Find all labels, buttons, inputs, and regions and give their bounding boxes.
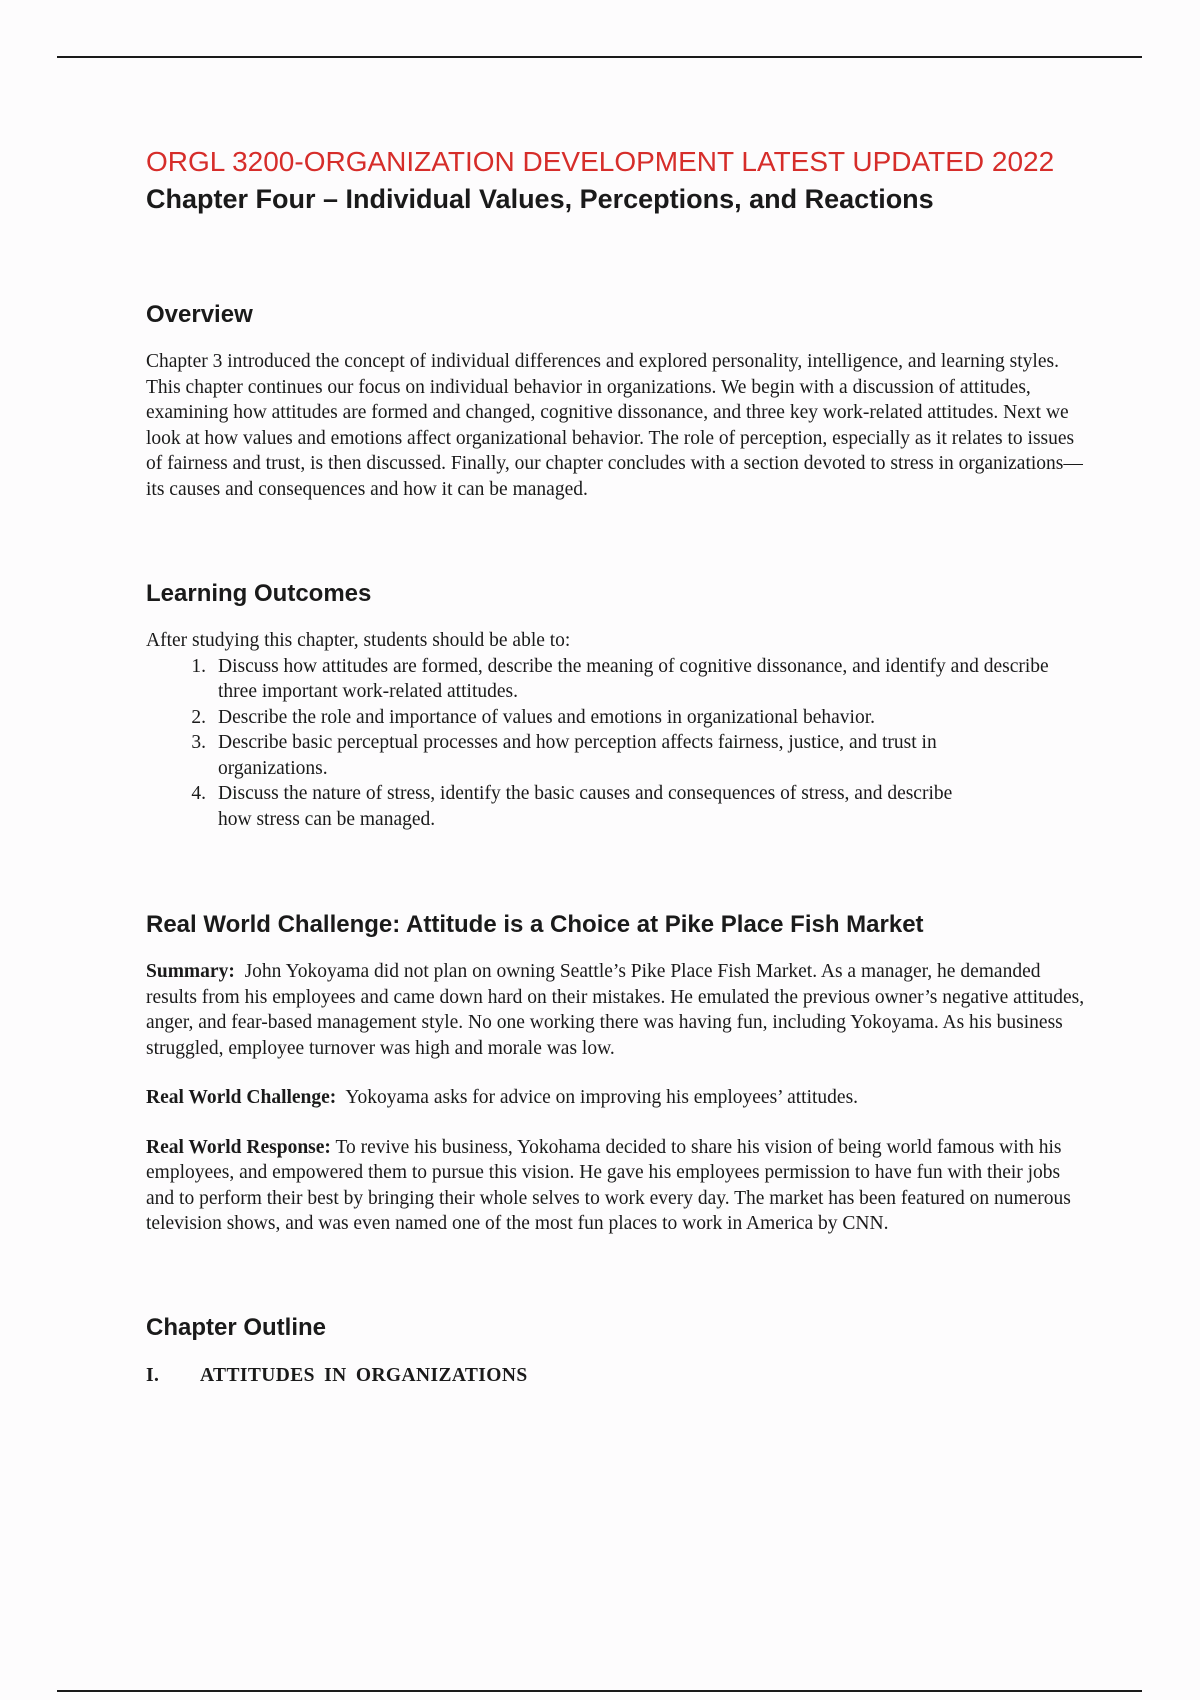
top-rule (57, 56, 1142, 58)
chapter-outline-heading: Chapter Outline (146, 1313, 327, 1341)
response-label: Real World Response: (146, 1136, 331, 1158)
list-item-text: Describe the role and importance of values and emotions in organizational behavior. (218, 706, 876, 728)
challenge-label: Real World Challenge: (146, 1087, 337, 1108)
bottom-rule (57, 1690, 1142, 1692)
overview-section (146, 300, 1091, 502)
list-item-number: 2. (191, 706, 206, 728)
chapter-outline-section (146, 1313, 1091, 1389)
summary-label: Summary: (146, 961, 235, 982)
response-paragraph (146, 1135, 1091, 1237)
overview-body: Chapter 3 introduced the concept of individual differences and explored personality, intelligence, and learning styles. This chapter continues our focus on individual behavior in organizations. We begin with a discussion of attitudes, examining how attitudes are formed and changed, cognitive dissonance, and three key work-related attitudes. Next we look at how values and emotions affect organizational behavior. The role of perception, especially as it relates to issues of fairness and trust, is then discussed. Finally, our chapter concludes with a section devoted to stress in organizations—its causes and consequences and how it can be managed. (146, 351, 1083, 500)
list-item (191, 705, 1091, 731)
outline-item (146, 1363, 1091, 1389)
learning-outcomes-section (146, 579, 1091, 832)
list-item (191, 654, 1091, 705)
real-world-section (146, 910, 1091, 1237)
learning-outcomes-list (146, 654, 1091, 833)
summary-paragraph (146, 959, 1091, 1061)
outline-item-numeral: I. (146, 1364, 160, 1386)
list-item (191, 730, 1091, 781)
challenge-text: Yokoyama asks for advice on improving his employees’ attitudes. (345, 1087, 859, 1108)
outline-item-heading: ATTITUDES IN ORGANIZATIONS (200, 1364, 528, 1386)
list-item-number: 4. (191, 783, 206, 804)
summary-text: John Yokoyama did not plan on owning Seattle’s Pike Place Fish Market. As a manager, he demanded results from his employees and came down hard on their mistakes. He emulated the previous owner’s negative attitudes, anger, and fear-based management style. No one working there was having fun, including Yokoyama. As his business struggled, employee turnover was high and morale was low. (146, 961, 1085, 1059)
chapter-title: Chapter Four – Individual Values, Perceptions, and Reactions (146, 184, 934, 214)
list-item-text: Discuss the nature of stress, identify the basic causes and consequences of stress, and describe how stress can be managed. (218, 783, 953, 830)
real-world-heading: Real World Challenge: Attitude is a Choice at Pike Place Fish Market (146, 911, 924, 938)
list-item (191, 781, 1091, 832)
response-text: To revive his business, Yokohama decided to share his vision of being world famous with his employees, and empowered them to pursue this vision. He gave his employees permission to have fun with their jobs and to perform their best by bringing their whole selves to work every day. The market has been featured on numerous television shows, and was even named one of the most fun places to work in America by CNN. (146, 1136, 1071, 1234)
document-title: ORGL 3200-ORGANIZATION DEVELOPMENT LATEST UPDATED 2022 (146, 146, 1055, 177)
overview-heading: Overview (146, 301, 253, 328)
learning-outcomes-intro: After studying this chapter, students should be able to: (146, 630, 571, 651)
list-item-number: 1. (191, 655, 206, 677)
list-item-text: Describe basic perceptual processes and how perception affects fairness, justice, and trust in organizations. (218, 732, 937, 779)
challenge-paragraph (146, 1085, 1091, 1111)
list-item-number: 3. (191, 732, 206, 753)
document-page (146, 145, 1091, 1389)
learning-outcomes-heading: Learning Outcomes (146, 580, 372, 607)
list-item-text: Discuss how attitudes are formed, describe the meaning of cognitive dissonance, and identify and describe three important work-related attitudes. (218, 655, 1049, 702)
